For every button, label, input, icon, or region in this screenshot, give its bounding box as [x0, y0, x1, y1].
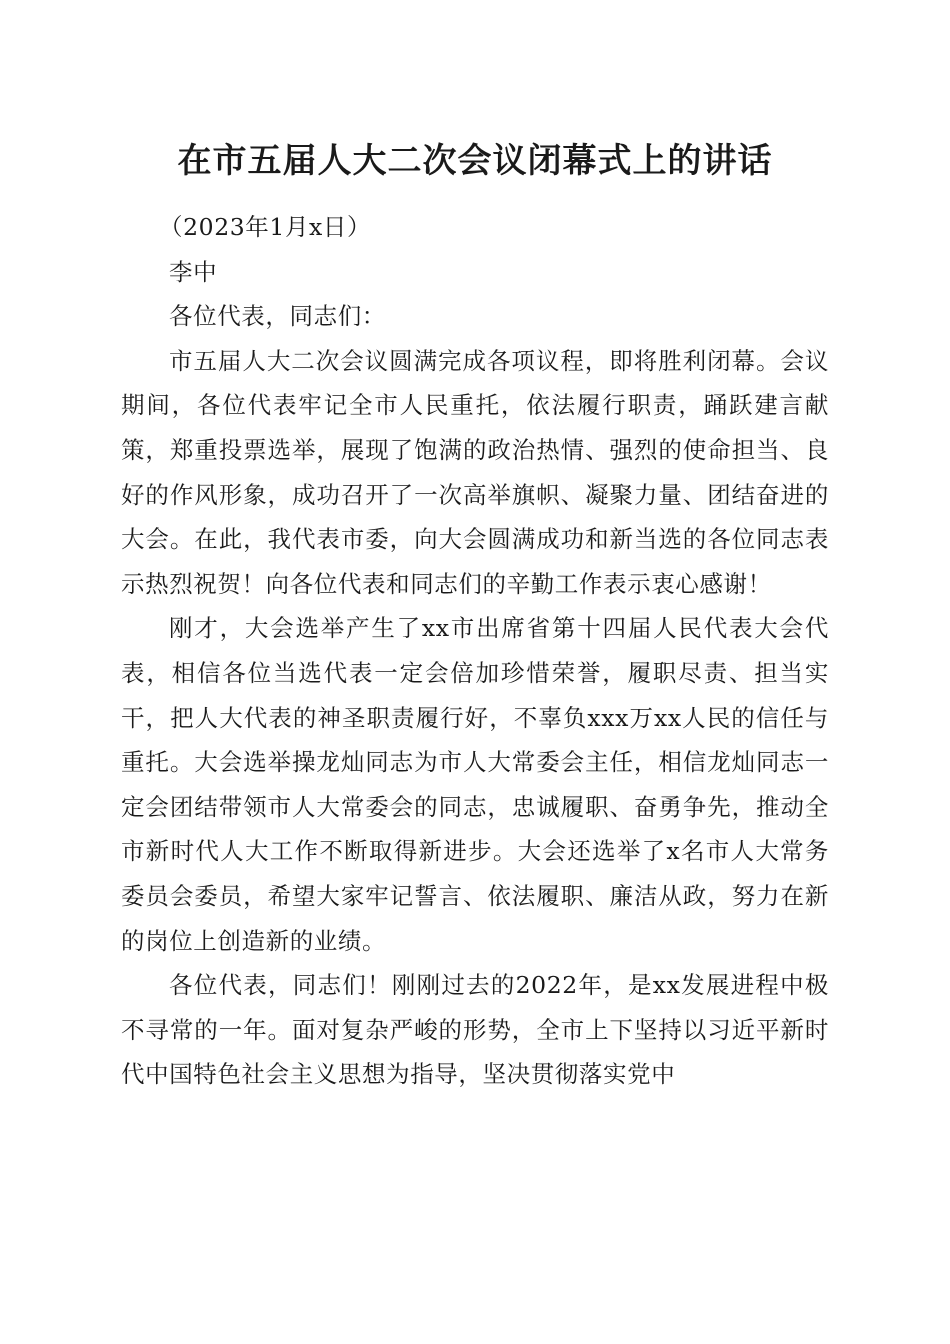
- document-title: 在市五届人大二次会议闭幕式上的讲话: [177, 141, 773, 181]
- paragraph: 刚才，大会选举产生了xx市出席省第十四届人民代表大会代表，相信各位当选代表一定会倍加珍惜荣誉，履职尽责、担当实干，把人大代表的神圣职责履行好，不辜负xxx万xx人民的信任与重托。大会选举操龙灿同志为市人大常委会主任，相信龙灿同志一定会团结带领市人大常委会的同志，忠诚履职、奋勇争先，推动全市新时代人大工作不断取得新进步。大会还选举了x名市人大常务委员会委员，希望大家牢记誓言、依法履职、廉洁从政，努力在新的岗位上创造新的业绩。: [121, 614, 829, 955]
- paragraph: 市五届人大二次会议圆满完成各项议程，即将胜利闭幕。会议期间，各位代表牢记全市人民重托，依法履行职责，踊跃建言献策，郑重投票选举，展现了饱满的政治热情、强烈的使命担当、良好的作风形象，成功召开了一次高举旗帜、凝聚力量、团结奋进的大会。在此，我代表市委，向大会圆满成功和新当选的各位同志表示热烈祝贺！向各位代表和同志们的辛勤工作表示衷心感谢！: [121, 346, 829, 598]
- paragraph: 各位代表，同志们！刚刚过去的2022年，是xx发展进程中极不寻常的一年。面对复杂严峻的形势，全市上下坚持以习近平新时代中国特色社会主义思想为指导，坚决贯彻落实党中: [121, 971, 829, 1089]
- speaker-name: 李中: [169, 257, 218, 286]
- salutation: 各位代表，同志们：: [169, 302, 386, 331]
- speech-date: （2023年1月x日）: [159, 213, 372, 241]
- document-body: [121, 205, 829, 1097]
